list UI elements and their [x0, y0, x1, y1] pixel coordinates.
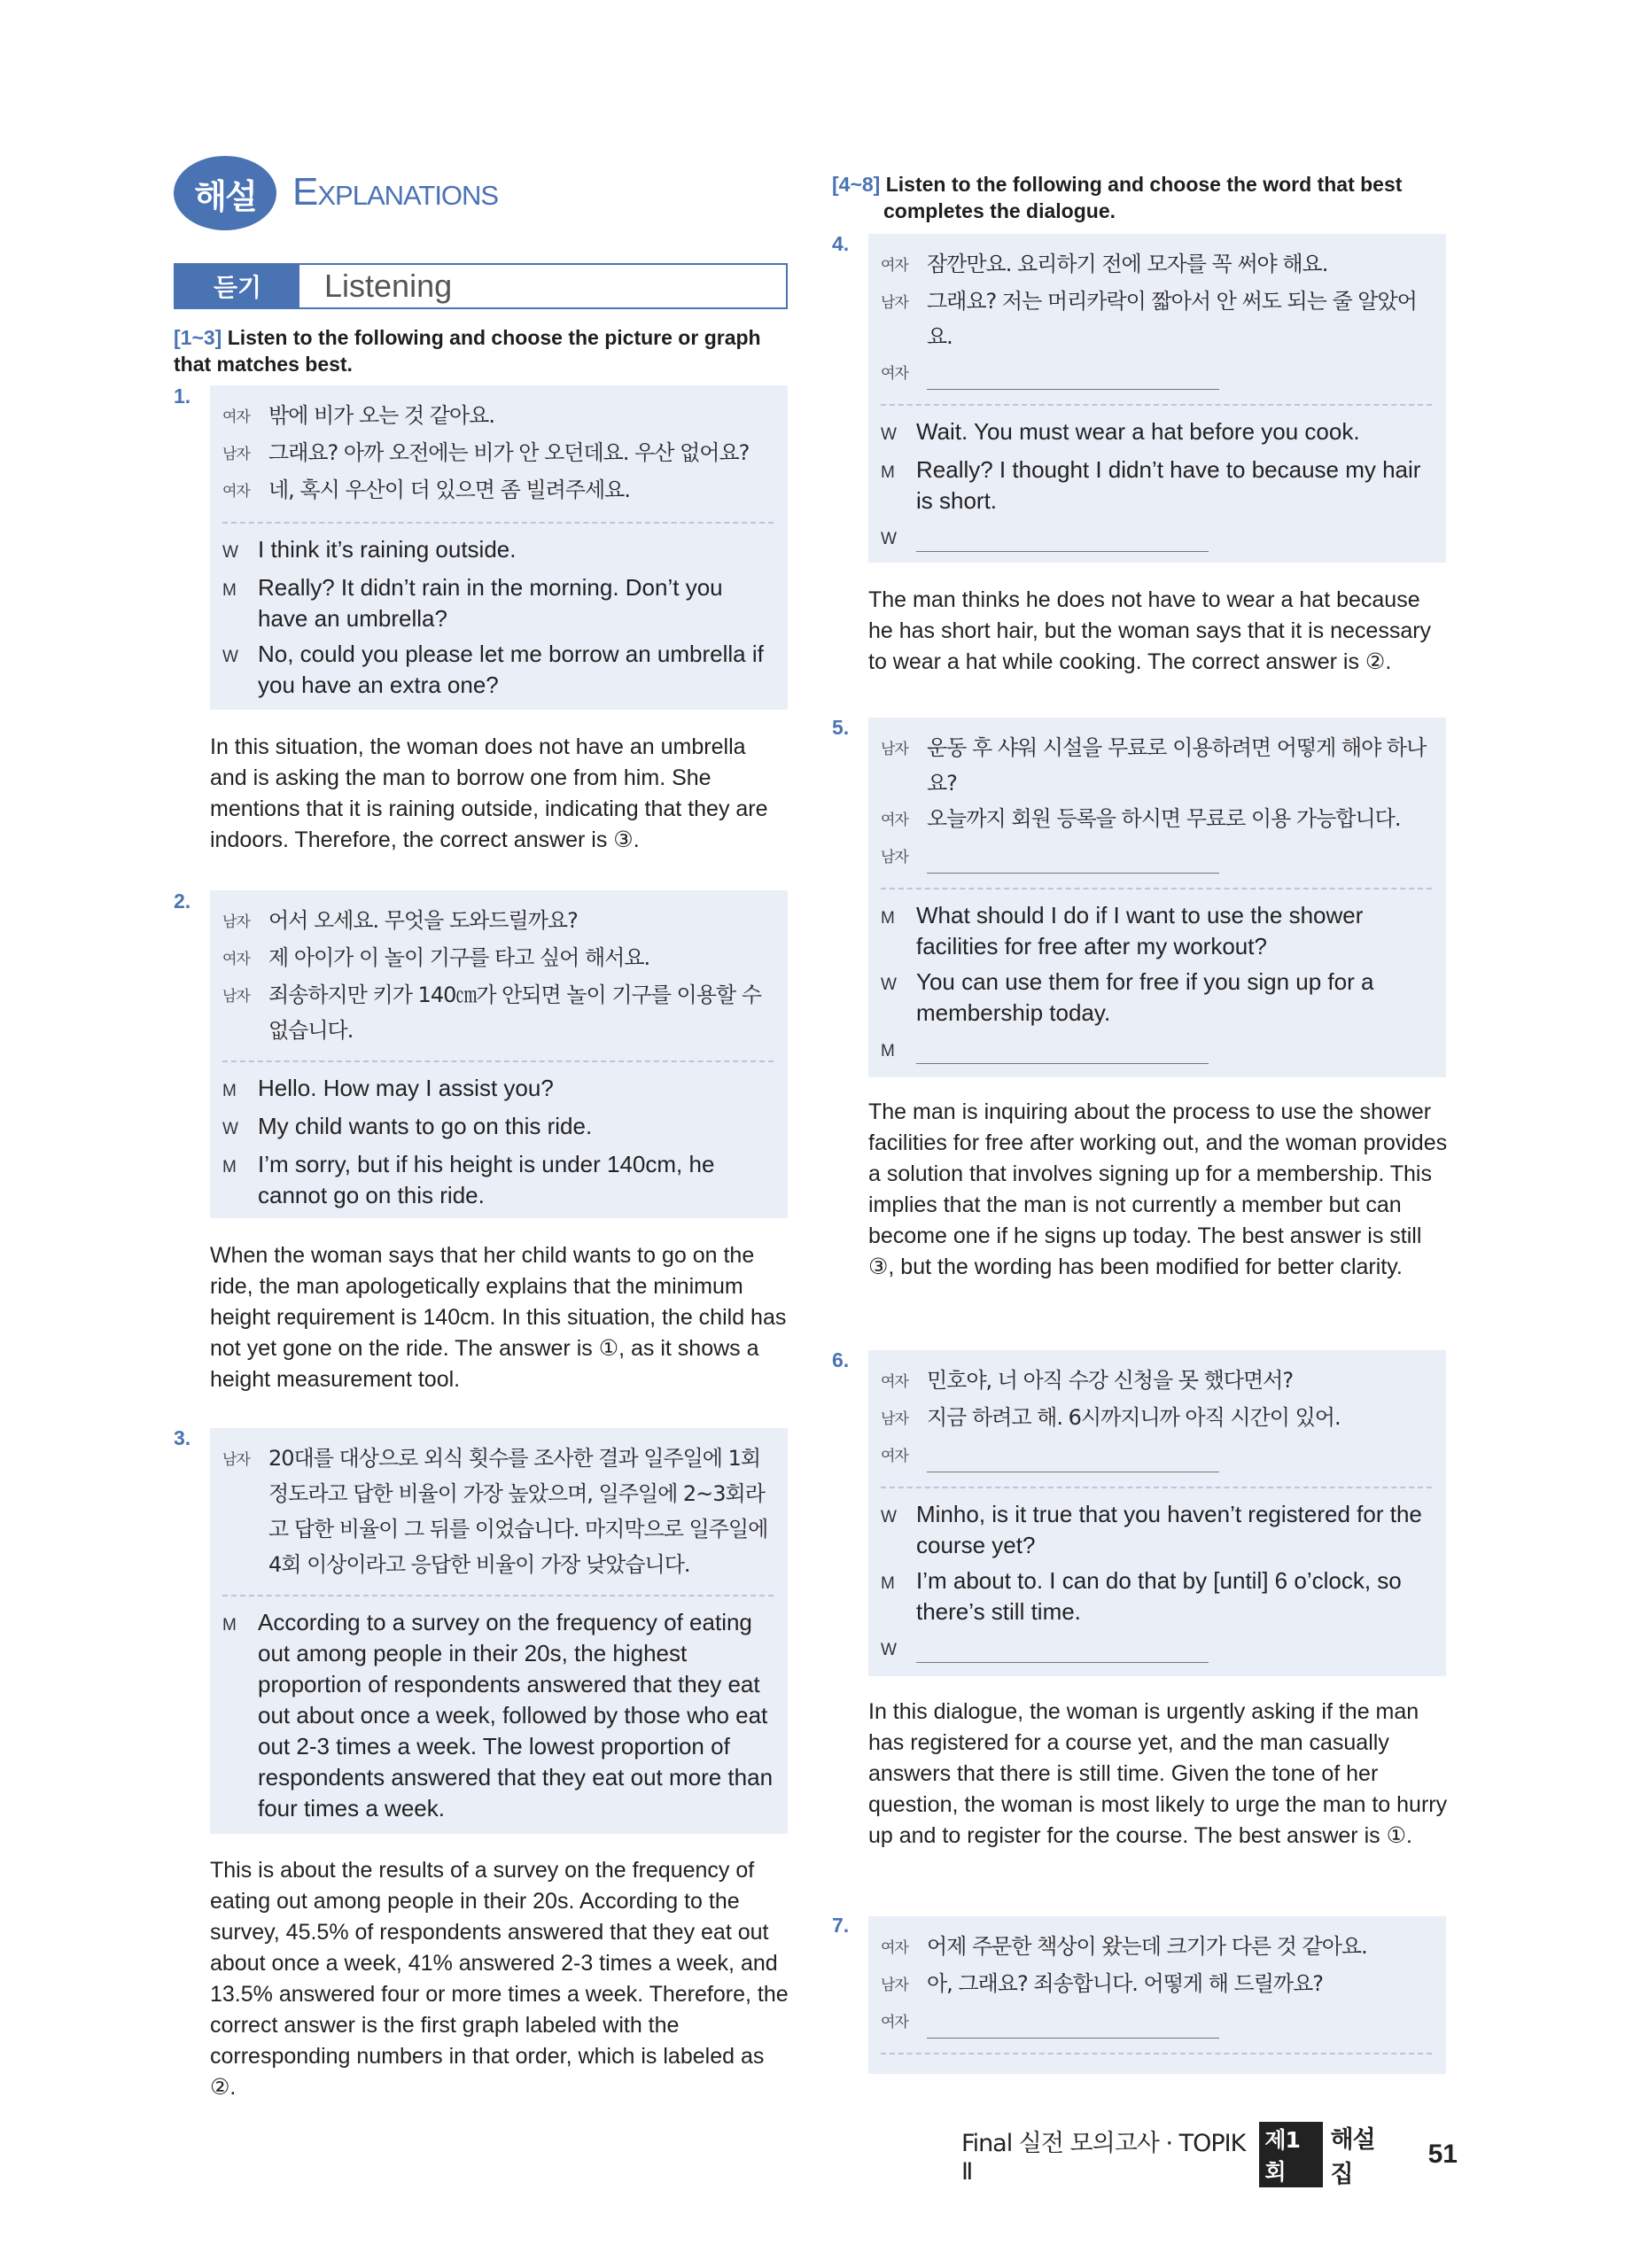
- korean-line: 여자: [881, 354, 1432, 392]
- english-line: W I think it’s raining outside.: [222, 536, 517, 563]
- korean-line: 여자: [881, 2003, 1432, 2040]
- question-number-3: 3.: [174, 1426, 191, 1449]
- instruction-1-3: [1~3] Listen to the following and choose the picture or graph that matches best.: [174, 326, 761, 376]
- explanations-badge: 해설: [174, 156, 276, 230]
- answer-blank: [916, 525, 1209, 552]
- dialogue-box-4: [868, 234, 1446, 563]
- english-line: M I’m sorry, but if his height is under 140cm, he cannot go on this ride.: [222, 1151, 715, 1208]
- korean-line: 남자 그래요? 저는 머리카락이 짧아서 안 써도 되는 줄 알았어요.: [881, 289, 1417, 349]
- answer-blank: [927, 363, 1219, 390]
- divider: [881, 888, 1432, 889]
- dialogue-box-7: [868, 1916, 1446, 2074]
- section-english-label: Listening: [324, 268, 453, 304]
- question-number-4: 4.: [832, 232, 850, 255]
- divider: [222, 1595, 774, 1596]
- divider: [881, 404, 1432, 406]
- dialogue-box-2: [210, 890, 788, 1218]
- explanation-2: When the woman says that her child wants to go on the ride, the man apologetically explains that the minimum height requirement is 140cm. In this situation, the child has not yet gone on the ride. The answer is ①, as it shows a height measurement tool.: [210, 1243, 787, 1392]
- explanation-6: In this dialogue, the woman is urgently asking if the man has registered for a course yet, and the man casually answers that there is still time. Given the tone of her question, the woman is most likely to urge the man to hurry up and to register for the course. The best answer is ①.: [868, 1699, 1448, 1848]
- dialogue-box-1: [210, 385, 788, 710]
- divider: [881, 2053, 1432, 2054]
- explanation-5: The man is inquiring about the process to use the shower facilities for free after working out, and the woman provides a solution that involves signing up for a membership. This implies that the man is not currently a member but can become one if he signs up today. The best answer is still ③, but the wording has been modified for better clarity.: [868, 1099, 1448, 1279]
- explanations-title: Explanations: [292, 170, 499, 214]
- page-footer: [961, 2126, 1458, 2188]
- section-header: [174, 263, 788, 309]
- answer-blank: [927, 1446, 1219, 1472]
- korean-line: 여자 제 아이가 이 놀이 기구를 타고 싶어 해서요.: [222, 945, 650, 970]
- divider: [222, 1060, 774, 1062]
- explanation-1: In this situation, the woman does not have an umbrella and is asking the man to borrow one from him. She mentions that it is raining outside, indicating that they are indoors. Therefore, the correct answer is ③.: [210, 734, 768, 852]
- korean-line: 여자 오늘까지 회원 등록을 하시면 무료로 이용 가능합니다.: [881, 806, 1401, 831]
- korean-line: 남자 죄송하지만 키가 140㎝가 안되면 놀이 기구를 이용할 수 없습니다.: [222, 983, 761, 1043]
- english-line: W: [881, 1632, 1432, 1666]
- divider: [881, 1487, 1432, 1488]
- answer-blank: [916, 1636, 1209, 1663]
- english-line: M What should I do if I want to use the shower facilities for free after my workout?: [881, 902, 1364, 959]
- korean-line: 남자 아, 그래요? 죄송합니다. 어떻게 해 드릴까요?: [881, 1971, 1324, 1996]
- question-number-6: 6.: [832, 1348, 850, 1371]
- dialogue-box-6: [868, 1350, 1446, 1676]
- dialogue-box-3: [210, 1428, 788, 1834]
- explanation-3: This is about the results of a survey on the frequency of eating out among people in their 20s. According to the survey, 45.5% of respondents answered that they eat out about once a week, 41% answered 2-3 times a week, and 13.5% answered four or more times a week. Therefore, the correct answer is the first graph labeled with the corresponding numbers in that order, which is labeled as ②.: [210, 1858, 789, 2100]
- section-korean-label: 듣기: [175, 265, 299, 307]
- korean-line: 남자 20대를 대상으로 외식 횟수를 조사한 결과 일주일에 1회 정도라고 답한 비율이 가장 높았으며, 일주일에 2~3회라고 답한 비율이 그 뒤를 이었습니다. 마지막으로 일주일에 4회 이상이라고 응답한 비율이 가장 낮았습니다.: [222, 1446, 768, 1577]
- english-line: M: [881, 1033, 1432, 1067]
- english-line: W My child wants to go on this ride.: [222, 1113, 593, 1139]
- korean-line: 여자 잠깐만요. 요리하기 전에 모자를 꼭 써야 해요.: [881, 252, 1328, 276]
- explanation-4: The man thinks he does not have to wear a hat because he has short hair, but the woman says that it is necessary to wear a hat while cooking. The correct answer is ②.: [868, 587, 1432, 674]
- korean-line: 남자: [881, 838, 1432, 875]
- answer-blank: [927, 847, 1219, 874]
- english-line: M Hello. How may I assist you?: [222, 1075, 554, 1101]
- english-line: W No, could you please let me borrow an umbrella if you have an extra one?: [222, 641, 764, 698]
- korean-line: 여자: [881, 1437, 1432, 1474]
- english-line: M Really? I thought I didn’t have to because my hair is short.: [881, 456, 1421, 514]
- korean-line: 여자 밖에 비가 오는 것 같아요.: [222, 403, 494, 428]
- english-line: M I’m about to. I can do that by [until] 6 o’clock, so there’s still time.: [881, 1567, 1402, 1625]
- answer-blank: [916, 1037, 1209, 1064]
- answer-blank: [927, 2012, 1219, 2039]
- footer-round-badge: 제1회: [1259, 2122, 1323, 2187]
- korean-line: 남자 지금 하려고 해. 6시까지니까 아직 시간이 있어.: [881, 1405, 1341, 1430]
- question-number-7: 7.: [832, 1914, 850, 1937]
- footer-suffix: 해설집: [1330, 2126, 1375, 2188]
- korean-line: 여자 민호야, 너 아직 수강 신청을 못 했다면서?: [881, 1368, 1294, 1393]
- korean-line: 남자 어서 오세요. 무엇을 도와드릴까요?: [222, 908, 578, 933]
- page-number: 51: [1427, 2140, 1458, 2169]
- footer-book-title: Final 실전 모의고사 · TOPIK Ⅱ: [961, 2130, 1246, 2186]
- korean-line: 남자 운동 후 샤워 시설을 무료로 이용하려면 어떻게 해야 하나요?: [881, 735, 1427, 796]
- instruction-4-8: [4~8] Listen to the following and choose the word that best completes the dialogue.: [832, 173, 1403, 222]
- divider: [222, 522, 774, 524]
- korean-line: 남자 그래요? 아까 오전에는 비가 안 오던데요. 우산 없어요?: [222, 440, 750, 465]
- english-line: W Wait. You must wear a hat before you cook.: [881, 418, 1360, 445]
- question-number-5: 5.: [832, 716, 850, 739]
- english-line: M Really? It didn’t rain in the morning. Don’t you have an umbrella?: [222, 574, 723, 632]
- question-number-1: 1.: [174, 384, 191, 408]
- english-line: M According to a survey on the frequency of eating out among people in their 20s, the highest proportion of respondents answered that they eat out about once a week, followed by those who eat out 2-3 times a week. The lowest proportion of respondents answered that they eat out more than four times a week.: [222, 1609, 774, 1821]
- question-number-2: 2.: [174, 889, 191, 913]
- dialogue-box-5: [868, 718, 1446, 1077]
- english-line: W You can use them for free if you sign up for a membership today.: [881, 968, 1374, 1026]
- english-line: W Minho, is it true that you haven’t registered for the course yet?: [881, 1501, 1422, 1558]
- explanations-header: [174, 156, 546, 230]
- korean-line: 여자 어제 주문한 책상이 왔는데 크기가 다른 것 같아요.: [881, 1934, 1367, 1959]
- korean-line: 여자 네, 혹시 우산이 더 있으면 좀 빌려주세요.: [222, 478, 630, 502]
- english-line: W: [881, 521, 1432, 555]
